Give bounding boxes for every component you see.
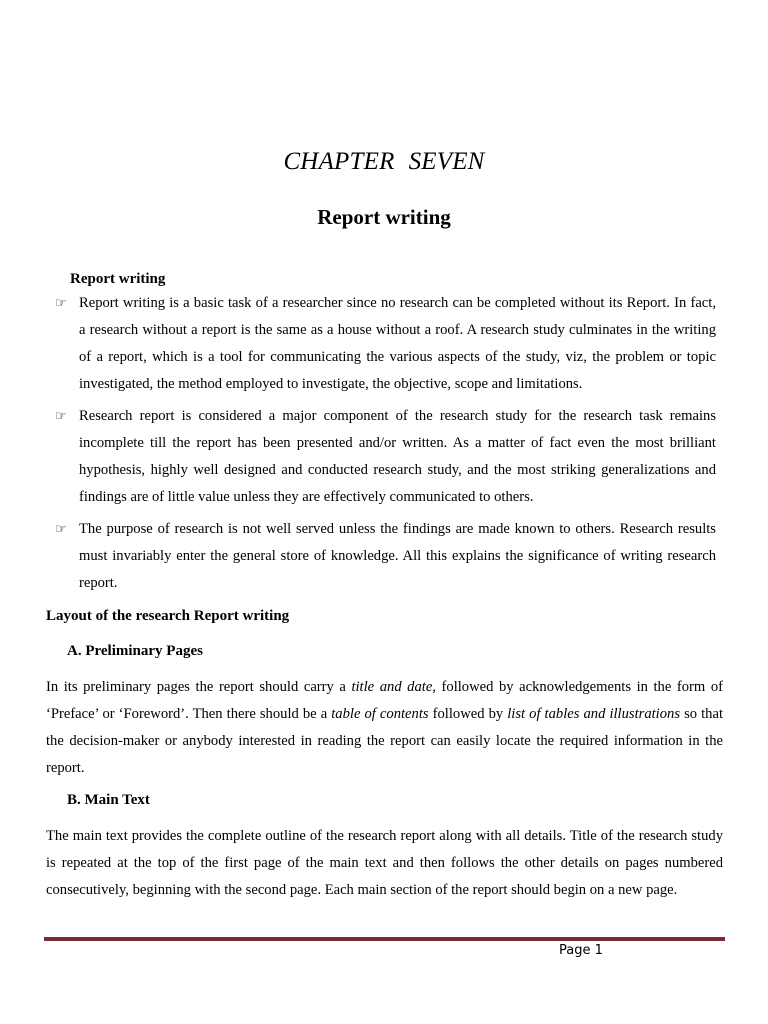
chapter-title-word1: CHAPTER — [283, 148, 395, 175]
bullet-list — [46, 290, 716, 602]
bullet-text: The purpose of research is not well served unless the findings are made known to others. Research results must invariably enter the general store of knowledge. All this explains the significance of writing research report. — [79, 521, 716, 591]
preliminary-text-3: followed by — [428, 706, 508, 722]
page-number: Page 1 — [559, 943, 603, 958]
bullet-item — [46, 403, 716, 511]
preliminary-emphasis-title-date: title and date, — [351, 679, 436, 695]
preliminary-paragraph — [46, 674, 723, 782]
pointing-hand-icon: ☞ — [55, 522, 67, 537]
bullet-item — [46, 290, 716, 398]
main-text-heading: B. Main Text — [67, 792, 150, 808]
preliminary-text-1: In its preliminary pages the report should carry a — [46, 679, 352, 695]
footer-rule — [44, 937, 725, 941]
chapter-subtitle: Report writing — [317, 205, 451, 229]
preliminary-pages-heading: A. Preliminary Pages — [67, 643, 203, 659]
preliminary-text-2: followed by acknowledgements in the form of ‘Preface’ or ‘Foreword’. Then there should be a — [46, 679, 723, 722]
preliminary-emphasis-contents: table of contents — [331, 706, 429, 722]
preliminary-text-4: so that the decision-maker or anybody interested in reading the report can easily locate the required information in the report. — [46, 706, 723, 776]
bullet-text: Research report is considered a major component of the research study for the research task remains incomplete till the report has been presented and/or written. As a matter of fact even the most brilliant hypothesis, highly well designed and conducted research study, and the most striking generalizations and findings are of little value unless they are effectively communicated to others. — [79, 408, 716, 505]
main-text-paragraph: The main text provides the complete outline of the research report along with all details. Title of the research study is repeated at the top of the first page of the main text and then follows the other details on pages numbered consecutively, beginning with the second page. Each main section of the report should begin on a new page. — [46, 828, 723, 898]
bullet-text: Report writing is a basic task of a researcher since no research can be completed without its Report. In fact, a research without a report is the same as a house without a roof. A research study culminates in the writing of a report, which is a tool for communicating the various aspects of the study, viz, the problem or topic investigated, the method employed to investigate, the objective, scope and limitations. — [79, 295, 716, 392]
layout-heading: Layout of the research Report writing — [46, 608, 290, 624]
preliminary-emphasis-tables: list of tables and illustrations — [507, 706, 680, 722]
section-heading-report-writing: Report writing — [70, 271, 166, 287]
chapter-title — [0, 148, 768, 176]
pointing-hand-icon: ☞ — [55, 296, 67, 311]
pointing-hand-icon: ☞ — [55, 409, 67, 424]
chapter-title-word2: SEVEN — [408, 148, 485, 175]
bullet-item — [46, 516, 716, 597]
